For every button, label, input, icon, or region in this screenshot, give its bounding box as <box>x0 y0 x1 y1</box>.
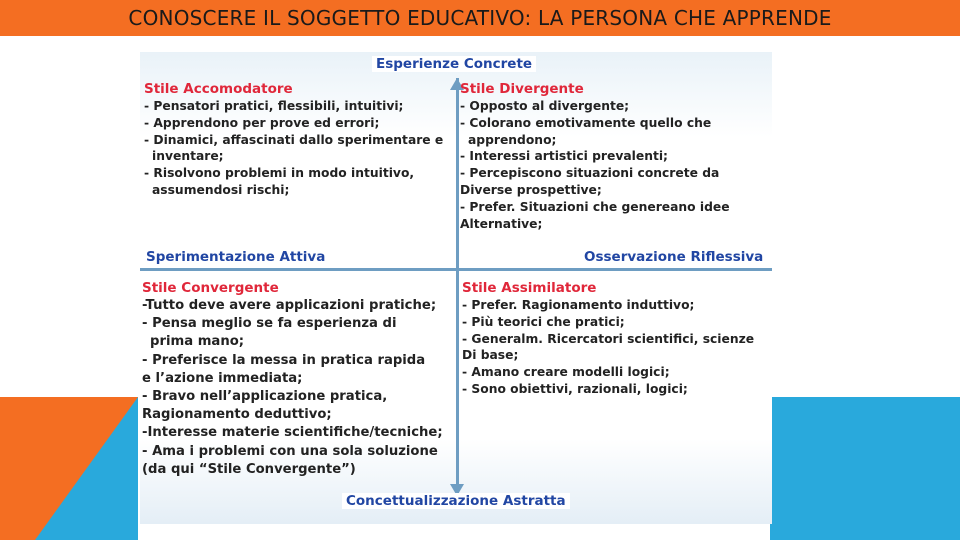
quadrant-line: - Sono obiettivi, razionali, logici; <box>462 381 688 396</box>
axis-label-bottom: Concettualizzazione Astratta <box>342 493 570 509</box>
horizontal-axis-line <box>140 268 772 271</box>
quadrant-heading: Stile Divergente <box>460 81 584 97</box>
quadrant-line: - Percepiscono situazioni concrete da <box>460 166 720 181</box>
quadrant-line: Di base; <box>462 348 519 363</box>
quadrant-line: e l’azione immediata; <box>142 370 303 386</box>
quadrant-divergente <box>460 81 760 232</box>
quadrant-line: - Ama i problemi con una sola soluzione <box>142 443 438 459</box>
quadrant-line: (da qui “Stile Convergente”) <box>142 461 356 477</box>
quadrant-line: Alternative; <box>460 216 543 231</box>
quadrant-line: - Preferisce la messa in pratica rapida <box>142 352 426 368</box>
quadrant-line: - Prefer. Situazioni che genereano idee <box>460 199 730 214</box>
quadrant-assimilatore <box>462 280 762 398</box>
quadrant-line: - Pensa meglio se fa esperienza di <box>142 316 397 332</box>
quadrant-line: - Opposto al divergente; <box>460 99 630 113</box>
quadrant-line: Diverse prospettive; <box>460 182 602 197</box>
quadrant-line: - Pensatori pratici, flessibili, intuitivi; <box>144 99 404 113</box>
quadrant-line: - Colorano emotivamente quello che <box>460 115 712 130</box>
quadrant-line: - Prefer. Ragionamento induttivo; <box>462 298 695 312</box>
quadrant-line: - Più teorici che pratici; <box>462 314 625 329</box>
quadrant-convergente <box>142 280 452 479</box>
kolb-learning-styles-diagram <box>140 52 772 524</box>
quadrant-line: -Interesse materie scientifiche/tecniche; <box>142 425 443 441</box>
axis-label-right: Osservazione Riflessiva <box>580 249 767 265</box>
quadrant-line: -Tutto deve avere applicazioni pratiche; <box>142 298 437 313</box>
quadrant-line: prima mano; <box>150 334 245 350</box>
axis-label-top: Esperienze Concrete <box>372 56 536 72</box>
quadrant-accomodatore <box>144 81 444 199</box>
vertical-axis-line <box>456 78 459 494</box>
slide-title: CONOSCERE IL SOGGETTO EDUCATIVO: LA PERSONA CHE APPRENDE <box>128 6 832 30</box>
quadrant-line: - Risolvono problemi in modo intuitivo, <box>144 166 415 181</box>
quadrant-heading: Stile Accomodatore <box>144 81 293 97</box>
quadrant-line: Ragionamento deduttivo; <box>142 407 332 423</box>
quadrant-line: - Apprendono per prove ed errori; <box>144 115 380 130</box>
quadrant-heading: Stile Assimilatore <box>462 280 597 296</box>
axis-label-left: Sperimentazione Attiva <box>142 249 329 265</box>
quadrant-line: - Generalm. Ricercatori scientifici, scienze <box>462 331 755 346</box>
quadrant-line: - Amano creare modelli logici; <box>462 365 670 380</box>
blue-triangle-decoration <box>35 397 138 540</box>
quadrant-line: assumendosi rischi; <box>152 182 290 197</box>
quadrant-line: - Dinamici, affascinati dallo sperimentare e <box>144 132 444 147</box>
quadrant-line: apprendono; <box>468 132 557 147</box>
quadrant-heading: Stile Convergente <box>142 280 279 296</box>
quadrant-line: - Interessi artistici prevalenti; <box>460 149 668 164</box>
blue-corner-decoration <box>770 397 960 540</box>
quadrant-line: inventare; <box>152 149 224 164</box>
quadrant-line: - Bravo nell’applicazione pratica, <box>142 389 388 405</box>
